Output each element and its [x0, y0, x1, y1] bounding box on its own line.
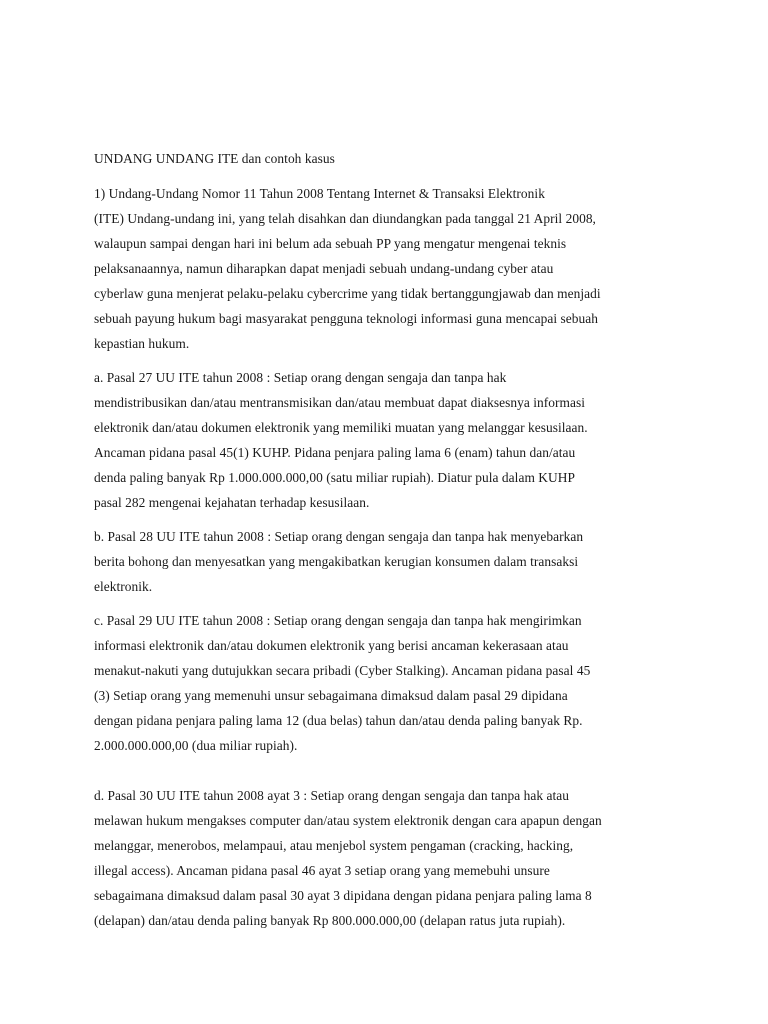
paragraph-line: cyberlaw guna menjerat pelaku-pelaku cybercrime yang tidak bertanggungjawab dan menjadi — [94, 286, 601, 301]
paragraph-line: 1) Undang-Undang Nomor 11 Tahun 2008 Tentang Internet & Transaksi Elektronik — [94, 186, 545, 201]
paragraph-line: d. Pasal 30 UU ITE tahun 2008 ayat 3 : Setiap orang dengan sengaja dan tanpa hak atau — [94, 788, 570, 803]
paragraph-line: kepastian hukum. — [94, 336, 190, 351]
paragraph-pasal-27 — [94, 365, 684, 515]
paragraph-line: mendistribusikan dan/atau mentransmisikan dan/atau membuat dapat diaksesnya informasi — [94, 395, 586, 410]
paragraph-line: walaupun sampai dengan hari ini belum ada sebuah PP yang mengatur mengenai teknis — [94, 236, 567, 251]
paragraph-line: (3) Setiap orang yang memenuhi unsur sebagaimana dimaksud dalam pasal 29 dipidana — [94, 688, 568, 703]
paragraph-line: elektronik dan/atau dokumen elektronik yang memiliki muatan yang melanggar kesusilaan. — [94, 420, 588, 435]
paragraph-line: 2.000.000.000,00 (dua miliar rupiah). — [94, 738, 298, 753]
paragraph-line: c. Pasal 29 UU ITE tahun 2008 : Setiap orang dengan sengaja dan tanpa hak mengirimkan — [94, 613, 582, 628]
paragraph-line: pasal 282 mengenai kejahatan terhadap kesusilaan. — [94, 495, 370, 510]
document-title: UNDANG UNDANG ITE dan contoh kasus — [94, 151, 335, 166]
paragraph-line: (ITE) Undang-undang ini, yang telah disahkan dan diundangkan pada tanggal 21 April 2008, — [94, 211, 596, 226]
paragraph-line: a. Pasal 27 UU ITE tahun 2008 : Setiap orang dengan sengaja dan tanpa hak — [94, 370, 507, 385]
paragraph-line: (delapan) dan/atau denda paling banyak Rp 800.000.000,00 (delapan ratus juta rupiah). — [94, 913, 566, 928]
paragraph-line: sebuah payung hukum bagi masyarakat pengguna teknologi informasi guna mencapai sebuah — [94, 311, 599, 326]
paragraph-line: berita bohong dan menyesatkan yang mengakibatkan kerugian konsumen dalam transaksi — [94, 554, 579, 569]
paragraph-line: dengan pidana penjara paling lama 12 (dua belas) tahun dan/atau denda paling banyak Rp. — [94, 713, 583, 728]
paragraph-pasal-28 — [94, 524, 684, 599]
paragraph-line: Ancaman pidana pasal 45(1) KUHP. Pidana penjara paling lama 6 (enam) tahun dan/atau — [94, 445, 576, 460]
paragraph-line: b. Pasal 28 UU ITE tahun 2008 : Setiap orang dengan sengaja dan tanpa hak menyebarkan — [94, 529, 584, 544]
paragraph-pasal-29 — [94, 608, 684, 758]
paragraph-line: melawan hukum mengakses computer dan/atau system elektronik dengan cara apapun dengan — [94, 813, 602, 828]
paragraph-line: elektronik. — [94, 579, 153, 594]
paragraph-line: menakut-nakuti yang dutujukkan secara pribadi (Cyber Stalking). Ancaman pidana pasal 45 — [94, 663, 591, 678]
paragraph-line: illegal access). Ancaman pidana pasal 46 ayat 3 setiap orang yang memebuhi unsure — [94, 863, 550, 878]
paragraph-line: melanggar, menerobos, melampaui, atau menjebol system pengaman (cracking, hacking, — [94, 838, 574, 853]
paragraph-line: informasi elektronik dan/atau dokumen elektronik yang berisi ancaman kekerasaan atau — [94, 638, 569, 653]
paragraph-line: denda paling banyak Rp 1.000.000.000,00 (satu miliar rupiah). Diatur pula dalam KUHP — [94, 470, 575, 485]
paragraph-line: pelaksanaannya, namun diharapkan dapat menjadi sebuah undang-undang cyber atau — [94, 261, 554, 276]
paragraph-pasal-30 — [94, 783, 684, 933]
paragraph-intro — [94, 181, 684, 356]
paragraph-line: sebagaimana dimaksud dalam pasal 30 ayat 3 dipidana dengan pidana penjara paling lama 8 — [94, 888, 592, 903]
document-page — [94, 146, 684, 942]
